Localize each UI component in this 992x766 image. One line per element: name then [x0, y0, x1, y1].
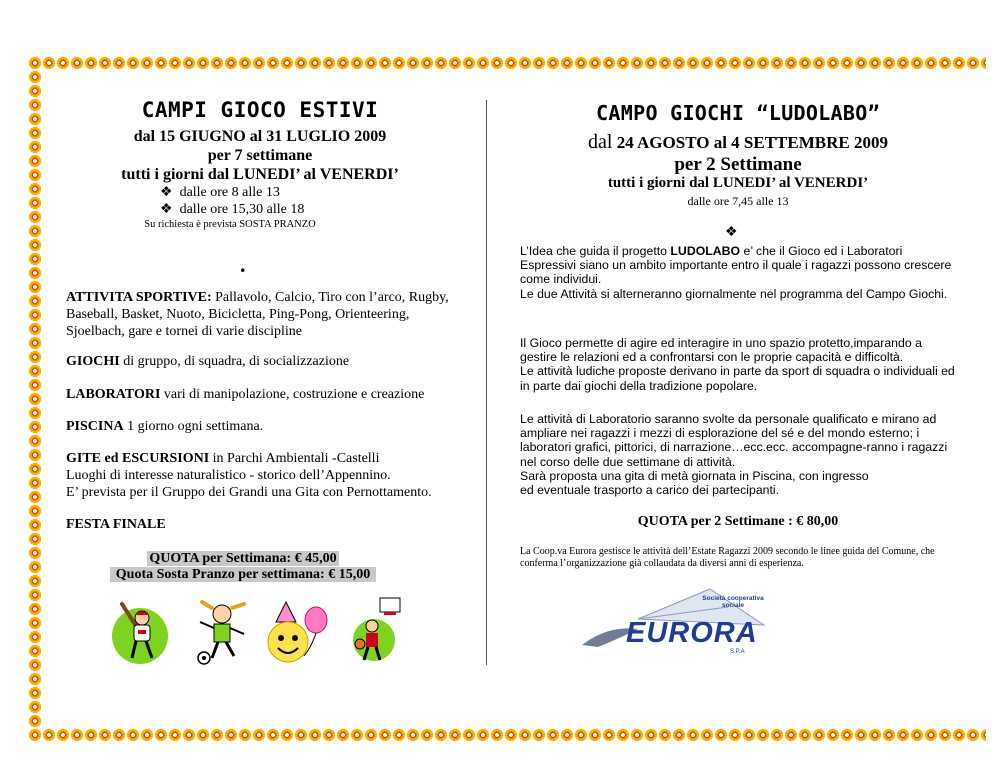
right-weeks: per 2 Settimane: [674, 154, 802, 175]
right-dates: [520, 131, 956, 154]
logo-name: EURORA: [626, 617, 758, 649]
sport-text: Pallavolo, Calcio, Tiro con l’arco, Rugby, Baseball, Basket, Nuoto, Bicicletta, Ping-Pong, Orienteering, Sjoelbach, gare e tornei di varie discipline: [66, 290, 449, 339]
gite-label: GITE ed ESCURSIONI: [66, 451, 210, 466]
diamond-icon: ❖: [725, 225, 738, 240]
bullet-diamond-icon: ❖: [160, 202, 173, 217]
quota-week: QUOTA per Settimana: € 45,00: [149, 551, 337, 566]
lab-text-a: Le attività di Laboratorio saranno svolte da personale qualificato e mirano ad ampliare nei ragazzi i mezzi di esplorazione del sé e del mondo esterno; i laboratori grafici, pittorici, di narrazione…ecc.ecc. accompagne-ranno i ragazzi nel corso delle due settimane di attività.: [520, 412, 948, 469]
right-date-text: 24 AGOSTO al 4 SETTEMBRE 2009: [612, 133, 888, 152]
idea-text-c: e’ che il Gioco ed i Laboratori Espressivi siano un ambito importante entro il quale i ragazzi possono crescere come individui.: [520, 244, 952, 287]
logo-spa: S.P.A: [730, 649, 745, 655]
lab-text-c: ed eventuale trasporto a carico dei partecipanti.: [520, 483, 780, 498]
left-weeks: per 7 settimane: [207, 147, 313, 164]
left-title: CAMPI GIOCO ESTIVI: [141, 98, 379, 122]
idea-text-a: L’Idea che guida il progetto: [520, 244, 671, 258]
lab-text: vari di manipolazione, costruzione e creazione: [160, 387, 425, 402]
quota-week-box: [108, 550, 378, 567]
giochi-text: di gruppo, di squadra, di socializzazione: [119, 354, 350, 369]
basketball-player-icon: [350, 596, 406, 666]
baseball-player-icon: [108, 600, 170, 666]
sport-paragraph: [66, 289, 466, 340]
gite-text-1: in Parchi Ambientali -Castelli: [209, 451, 380, 466]
coop-note: La Coop.va Eurora gestisce le attività dell’Estate Ragazzi 2009 secondo le linee guida del Comune, che conferma l’organizzazione già collaudata da diversi anni di esperienza.: [520, 546, 935, 569]
left-dates: dal 15 GIUGNO al 31 LUGLIO 2009: [133, 128, 387, 145]
eurora-logo: [578, 585, 830, 660]
left-hours-item: [160, 184, 304, 201]
giochi-label: GIOCHI: [66, 354, 120, 369]
right-hours: dalle ore 7,45 alle 13: [687, 194, 789, 208]
laboratorio-paragraph: [520, 412, 960, 497]
festa-finale: FESTA FINALE: [66, 517, 166, 532]
left-hours-text: dalle ore 15,30 alle 18: [179, 202, 305, 217]
piscina-label: PISCINA: [66, 419, 124, 434]
lab-paragraph: [66, 386, 466, 403]
flower-border-top: [28, 56, 986, 70]
column-divider: [486, 100, 487, 665]
gite-paragraph: [66, 450, 466, 501]
gite-text-2: Luoghi di interesse naturalistico - storico dell’Appennino.: [66, 468, 391, 483]
right-date-prefix: dal: [588, 131, 613, 153]
quota-pranzo: Quota Sosta Pranzo per settimana: € 15,00: [110, 567, 376, 582]
piscina-text: 1 giorno ogni settimana.: [123, 419, 264, 434]
sport-label: ATTIVITA SPORTIVE:: [66, 290, 212, 305]
quota-pranzo-box: [108, 566, 378, 583]
ludolabo-bold: LUDOLABO: [670, 244, 741, 258]
soccer-player-icon: [190, 598, 252, 666]
giochi-paragraph: [66, 353, 466, 370]
gite-text-3: E’ prevista per il Gruppo dei Grandi una Gita con Pernottamento.: [66, 485, 432, 500]
left-hours-item: [160, 201, 304, 218]
idea-text-d: Le due Attività si alterneranno giornalmente nel programma del Campo Giochi.: [520, 286, 948, 301]
right-days: tutti i giorni dal LUNEDI’ al VENERDI’: [607, 175, 869, 191]
left-hours-text: dalle ore 8 alle 13: [179, 185, 280, 200]
left-hours-list: [160, 184, 304, 218]
flower-border-bottom: [28, 728, 986, 742]
left-dates-block: [60, 127, 460, 184]
logo-tagline: Società cooperativa sociale: [702, 595, 764, 609]
lab-text-b: Sarà proposta una gita di metà giornata in Piscina, con ingresso: [520, 468, 869, 483]
gioco-text-b: Le attività ludiche proposte derivano in parte da sport di squadra o individuali ed in parte dai giochi della tradizione popolare.: [520, 364, 955, 393]
lab-label: LABORATORI: [66, 387, 161, 402]
right-title: CAMPO GIOCHI “LUDOLABO”: [596, 101, 880, 125]
idea-paragraph: [520, 244, 960, 301]
separator-dot: .: [240, 252, 246, 277]
gioco-text-a: Il Gioco permette di agire ed interagire in uno spazio protetto,imparando a gestire le relazioni ed a confrontarsi con le proprie capacità e difficoltà.: [520, 336, 922, 365]
party-smiley-icon: [266, 600, 332, 668]
right-quota: QUOTA per 2 Settimane : € 80,00: [637, 514, 839, 529]
piscina-paragraph: [66, 418, 466, 435]
left-pranzo-note: Su richiesta è prevista SOSTA PRANZO: [144, 219, 316, 230]
gioco-paragraph: [520, 336, 960, 393]
flower-border-left: [28, 56, 42, 742]
left-days: tutti i giorni dal LUNEDI’ al VENERDI’: [121, 166, 399, 183]
bullet-diamond-icon: ❖: [160, 185, 173, 200]
